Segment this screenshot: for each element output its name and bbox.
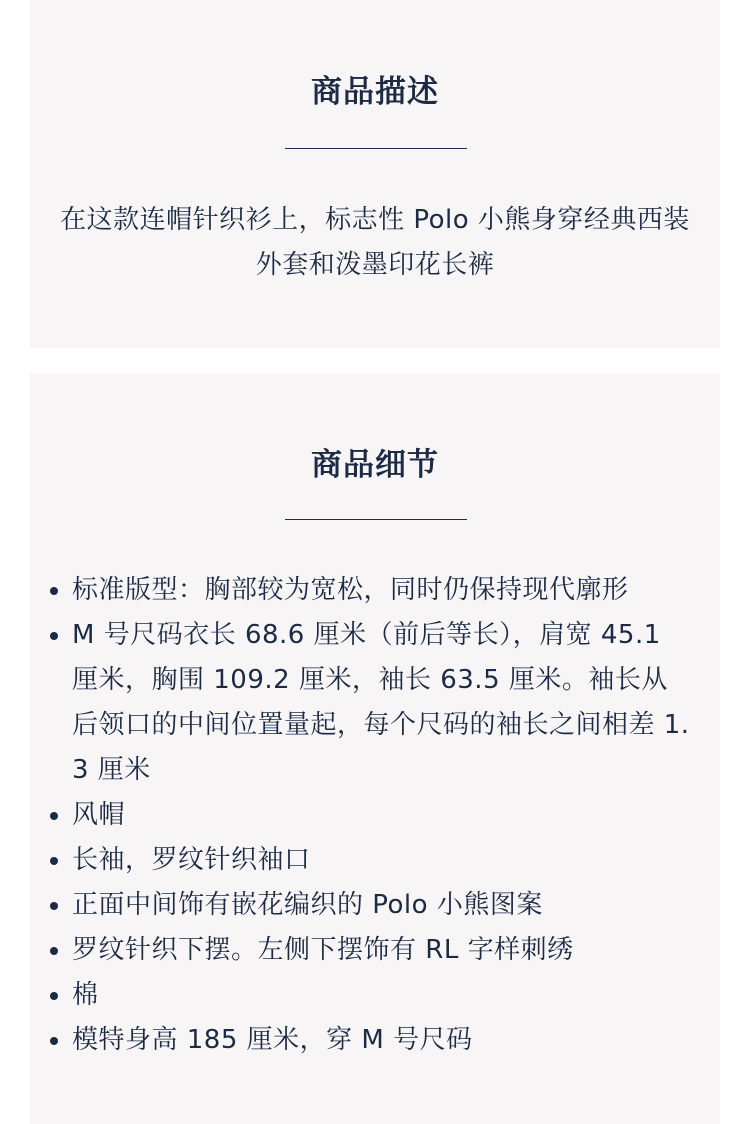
bullet-icon bbox=[50, 902, 58, 910]
details-list bbox=[72, 568, 690, 1063]
detail-item-text: 罗纹针织下摆。左侧下摆饰有 RL 字样刺绣 bbox=[72, 935, 574, 965]
bullet-icon bbox=[50, 947, 58, 955]
detail-item-material bbox=[72, 973, 690, 1018]
detail-item-text: 棉 bbox=[72, 980, 99, 1010]
detail-item-text: 标准版型：胸部较为宽松，同时仍保持现代廓形 bbox=[72, 575, 629, 605]
bullet-icon bbox=[50, 992, 58, 1000]
detail-item-text: 长袖，罗纹针织袖口 bbox=[72, 845, 311, 875]
description-title: 商品描述 bbox=[311, 74, 439, 110]
detail-item-hood bbox=[72, 793, 690, 838]
details-divider bbox=[285, 519, 467, 520]
description-divider bbox=[285, 148, 467, 149]
detail-item-text: M 号尺码衣长 68.6 厘米（前后等长），肩宽 45.1 厘米，胸围 109.2 厘米，袖长 63.5 厘米。袖长从后领口的中间位置量起，每个尺码的袖长之间相差 1.3 厘米 bbox=[72, 620, 690, 785]
detail-item-text: 风帽 bbox=[72, 800, 126, 830]
product-description-card bbox=[30, 0, 720, 348]
detail-item-pattern bbox=[72, 883, 690, 928]
detail-item-measurements bbox=[72, 613, 690, 793]
bullet-icon bbox=[50, 1037, 58, 1045]
bullet-icon bbox=[50, 632, 58, 640]
bullet-icon bbox=[50, 857, 58, 865]
detail-item-text: 正面中间饰有嵌花编织的 Polo 小熊图案 bbox=[72, 890, 543, 920]
detail-item-sleeves bbox=[72, 838, 690, 883]
bullet-icon bbox=[50, 812, 58, 820]
description-text: 在这款连帽针织衫上，标志性 Polo 小熊身穿经典西装外套和泼墨印花长裤 bbox=[60, 205, 690, 280]
product-details-card bbox=[30, 373, 720, 1124]
detail-item-text: 模特身高 185 厘米，穿 M 号尺码 bbox=[72, 1025, 473, 1055]
bullet-icon bbox=[50, 587, 58, 595]
details-title: 商品细节 bbox=[311, 447, 439, 483]
detail-item-model bbox=[72, 1018, 690, 1063]
detail-item-hem bbox=[72, 928, 690, 973]
detail-item-fit bbox=[72, 568, 690, 613]
